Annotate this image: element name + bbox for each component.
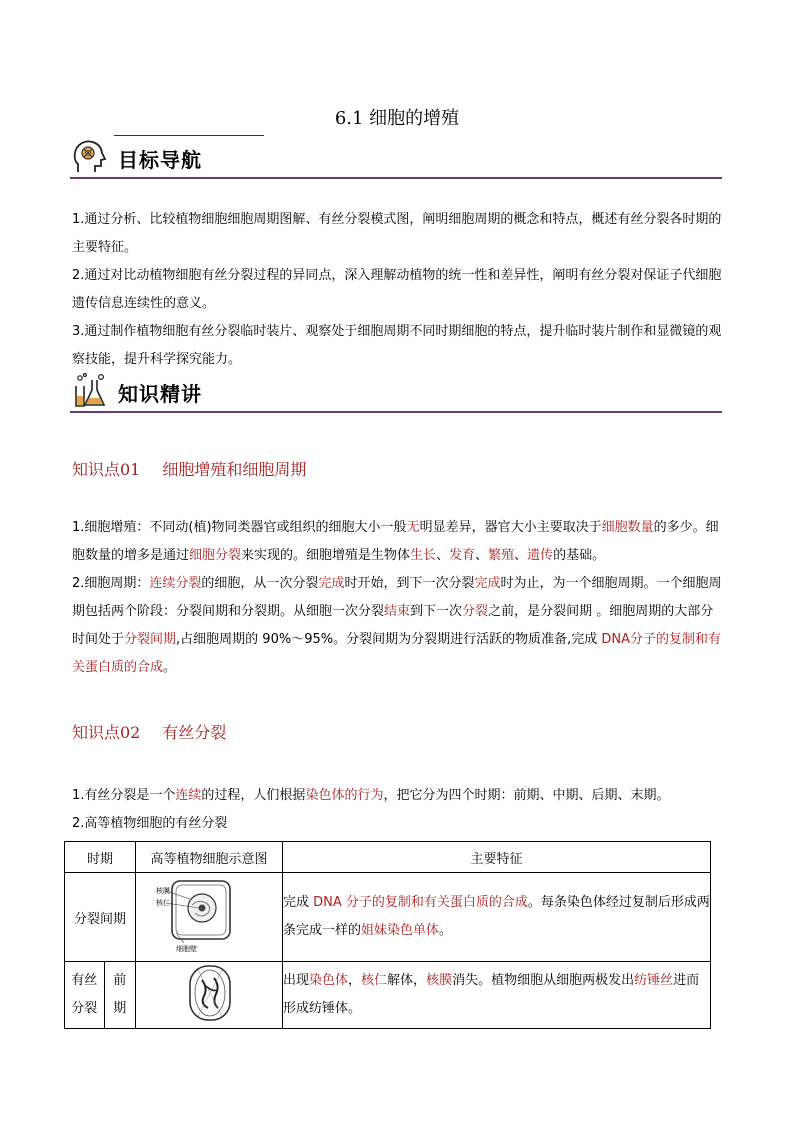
phase-cell: 分裂间期 (65, 873, 136, 962)
highlighted-term: 发育 (449, 548, 476, 563)
highlighted-term: 完成 (474, 576, 501, 591)
mitosis-table (64, 841, 711, 1029)
kp2-body (72, 782, 724, 838)
section-header-knowledge (70, 369, 722, 413)
text-run: ,占细胞周期的 90%～95%。分裂间期为分裂期进行活跃的物质准备,完成 (176, 632, 602, 647)
flask-icon (70, 372, 108, 410)
kp2-paragraph-1 (72, 782, 724, 810)
table-header-row (65, 842, 711, 873)
text-run: 进而形成纺锤体。 (283, 973, 700, 1016)
highlighted-term: 染色体的行为 (305, 788, 384, 803)
prophase-cell-diagram (136, 962, 282, 1024)
table-header: 主要特征 (283, 842, 711, 873)
highlighted-term: DNA分子的复制和有关蛋白质的合成 (72, 632, 721, 675)
diagram-label: 核仁 (156, 899, 170, 907)
page-title: 6.1 细胞的增殖 (334, 108, 460, 129)
highlighted-term: 完成 (318, 576, 345, 591)
head-gear-icon (70, 138, 108, 176)
feature-cell (283, 962, 711, 1029)
text-run: 的多少。细胞数量的增多是通过 (72, 520, 719, 563)
highlighted-term: 核膜 (426, 973, 453, 988)
text-run: 时开始，到下一次分裂 (344, 576, 475, 591)
text-run: 。 (163, 660, 177, 675)
section-header-goals (70, 135, 722, 179)
text-run: 、 (475, 548, 489, 563)
text-run: 。 (439, 923, 453, 938)
kp1-body (72, 514, 724, 682)
knowledge-point-title: 有丝分裂 (162, 723, 227, 742)
highlighted-term: 无 (406, 520, 420, 535)
kp2-paragraph-2: 2.高等植物细胞的有丝分裂 (72, 816, 228, 831)
phase-cell (104, 962, 135, 1029)
knowledge-point-number: 知识点01 (72, 460, 141, 479)
text-run: 明显差异，器官大小主要取决于 (419, 520, 602, 535)
text-run: 之前，是分裂间期 。细胞周期的大部分时间处于 (72, 604, 714, 647)
goal-item: 3.通过制作植物细胞有丝分裂临时装片、观察处于细胞周期不同时期细胞的特点，提升临时装片制作和显微镜的观察技能，提升科学探究能力。 (72, 324, 722, 367)
table-row (65, 962, 711, 1029)
highlighted-term: 纺锤丝 (634, 973, 674, 988)
text-run: 。每条染色体经过复制后形成两条完成一样的 (283, 895, 710, 938)
text-run: 时为止，为一个细胞周期。一个细胞周期包括两个阶段：分裂间期和分裂期。从细胞一次分裂 (72, 576, 722, 619)
highlighted-term: 连续 (175, 788, 202, 803)
goal-item: 2.通过对比动植物细胞有丝分裂过程的异同点，深入理解动植物的统一性和差异性，阐明有丝分裂对保证子代细胞遗传信息连续性的意义。 (72, 268, 722, 311)
diagram-label: 细胞壁 (176, 945, 197, 953)
highlighted-term: 细胞分裂 (189, 548, 242, 563)
section-label-goals: 目标导航 (118, 148, 202, 172)
highlighted-term: 染色体 (309, 973, 349, 988)
table-header: 高等植物细胞示意图 (136, 842, 283, 873)
kp1-paragraph-1 (72, 514, 724, 570)
feature-cell (283, 873, 711, 962)
text-run: 完成 (283, 895, 314, 910)
text-run: 解体， (387, 973, 427, 988)
text-run: ，把它分为四个时期：前期、中期、后期、末期。 (383, 788, 670, 803)
phase-label: 前期 (113, 973, 127, 1016)
text-run: 的基础。 (553, 548, 606, 563)
text-run: 消失。植物细胞从细胞两极发出 (452, 973, 635, 988)
text-run: 来实现的。细胞增殖是生物体 (241, 548, 411, 563)
text-run: 、 (436, 548, 450, 563)
knowledge-point-number: 知识点02 (72, 723, 141, 742)
highlighted-term: 繁殖 (488, 548, 515, 563)
section-label-knowledge: 知识精讲 (118, 382, 202, 406)
highlighted-term: 生长 (410, 548, 437, 563)
highlighted-term: DNA 分子的复制和有关蛋白质的合成 (313, 895, 528, 910)
text-run: 到下一次 (410, 604, 463, 619)
goal-item: 1.通过分析、比较植物细胞细胞周期图解、有丝分裂模式图，阐明细胞周期的概念和特点，概述有丝分裂各时期的主要特征。 (72, 212, 722, 255)
highlighted-term: 结束 (384, 604, 411, 619)
kp1-paragraph-2 (72, 570, 724, 682)
group-cell (65, 962, 105, 1029)
section-rule (70, 411, 722, 413)
section-rule (70, 177, 722, 179)
group-label: 有丝分裂 (71, 973, 98, 1016)
text-run: ， (348, 973, 362, 988)
text-run: 2.细胞周期： (72, 576, 150, 591)
text-run: 、 (514, 548, 528, 563)
diagram-cell (136, 962, 283, 1029)
knowledge-point-heading (72, 720, 226, 743)
knowledge-point-title: 细胞增殖和细胞周期 (162, 460, 307, 479)
highlighted-term: 细胞数量 (601, 520, 654, 535)
text-run: 的细胞，从一次分裂 (201, 576, 319, 591)
text-run: 出现 (283, 973, 310, 988)
highlighted-term: 遗传 (527, 548, 554, 563)
text-run: 1.细胞增殖：不同动(植)物同类器官或组织的细胞大小一般 (72, 520, 407, 535)
highlighted-term: 姐妹染色单体 (361, 923, 440, 938)
table-row (65, 873, 711, 962)
text-run: 1.有丝分裂是一个 (72, 788, 176, 803)
text-run: 的过程，人们根据 (201, 788, 306, 803)
goals-list (72, 206, 724, 374)
highlighted-term: 连续分裂 (149, 576, 202, 591)
table-header: 时期 (65, 842, 136, 873)
highlighted-term: 核仁 (361, 973, 388, 988)
diagram-cell (136, 873, 283, 962)
diagram-label: 核膜 (156, 887, 170, 895)
highlighted-term: 分裂间期 (124, 632, 177, 647)
knowledge-point-heading (72, 457, 306, 480)
highlighted-term: 分裂 (462, 604, 489, 619)
header-top-line (114, 135, 264, 136)
interphase-cell-diagram (136, 873, 282, 957)
